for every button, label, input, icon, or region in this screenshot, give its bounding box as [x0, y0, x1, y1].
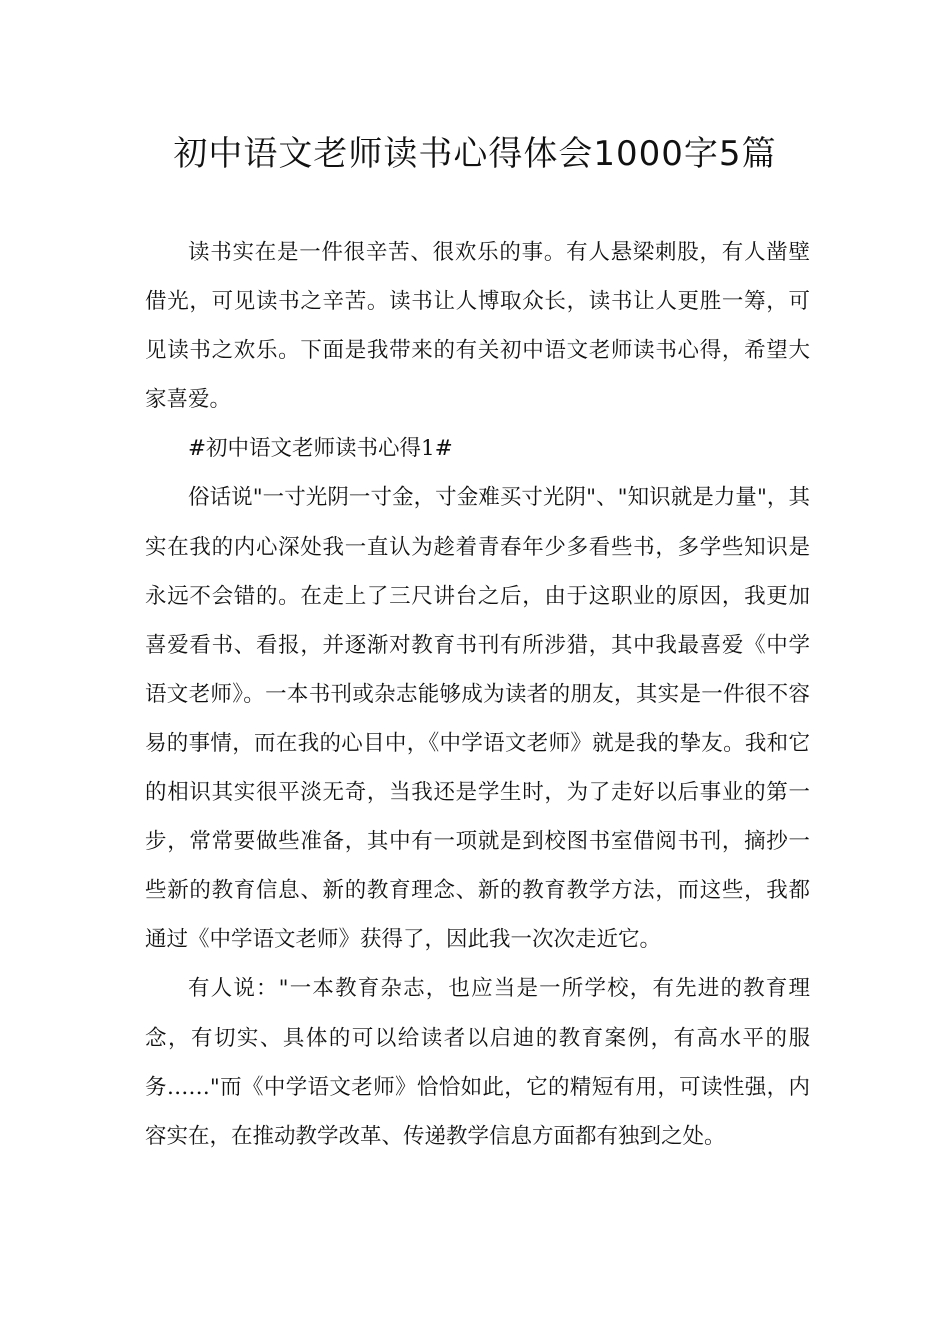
body-paragraph: 俗话说"一寸光阴一寸金，寸金难买寸光阴"、"知识就是力量"，其实在我的内心深处我一直认为趁着青春年少多看些书，多学些知识是永远不会错的。在走上了三尺讲台之后，由于这职业的原因，我更加喜爱看书、看报，并逐渐对教育书刊有所涉猎，其中我最喜爱《中学语文老师》。一本书刊或杂志能够成为读者的朋友，其实是一件很不容易的事情，而在我的心目中，《中学语文老师》就是我的挚友。我和它的相识其实很平淡无奇，当我还是学生时，为了走好以后事业的第一步，常常要做些准备，其中有一项就是到校图书室借阅书刊，摘抄一些新的教育信息、新的教育理念、新的教育教学方法，而这些，我都通过《中学语文老师》获得了，因此我一次次走近它。	[145, 485, 810, 953]
document-body	[145, 228, 810, 1161]
body-paragraph: 有人说："一本教育杂志，也应当是一所学校，有先进的教育理念，有切实、具体的可以给读者以启迪的教育案例，有高水平的服务……"而《中学语文老师》恰恰如此，它的精短有用，可读性强，内容实在，在推动教学改革、传递教学信息方面都有独到之处。	[145, 976, 810, 1149]
section-heading: #初中语文老师读书心得1#	[188, 436, 453, 462]
intro-paragraph: 读书实在是一件很辛苦、很欢乐的事。有人悬梁刺股，有人凿壁借光，可见读书之辛苦。读书让人博取众长，读书让人更胜一筹，可见读书之欢乐。下面是我带来的有关初中语文老师读书心得，希望大家喜爱。	[145, 240, 810, 413]
document-title: 初中语文老师读书心得体会1000字5篇	[173, 134, 777, 174]
